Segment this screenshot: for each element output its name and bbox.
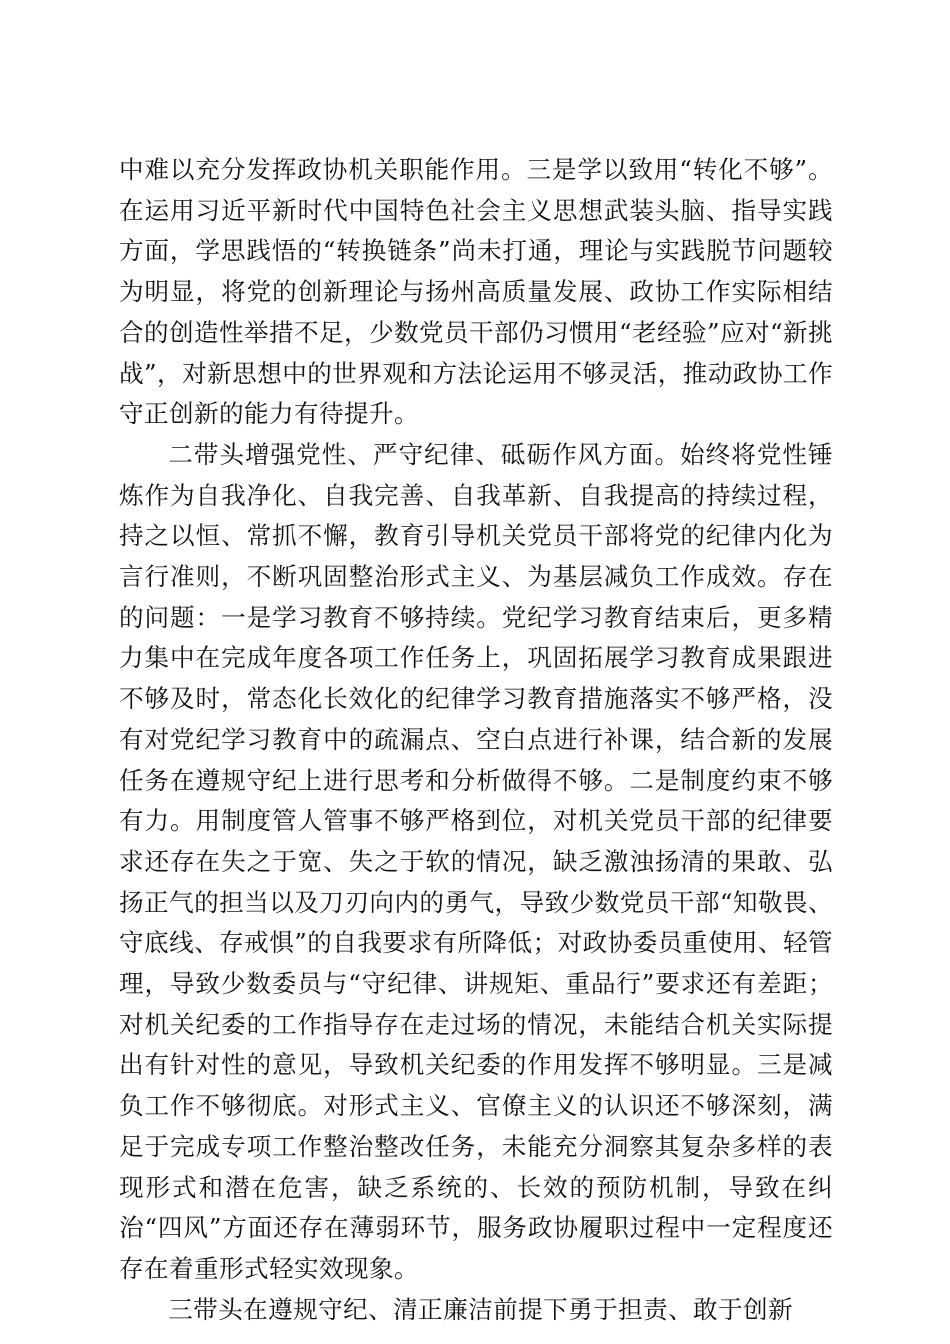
paragraph-section-two: 二带头增强党性、严守纪律、砥砺作风方面。始终将党性锤炼作为自我净化、自我完善、自我革新、自我提高的持续过程，持之以恒、常抓不懈，教育引导机关党员干部将党的纪律内化为言行准则，不断巩固整治形式主义、为基层减负工作成效。存在的问题：一是学习教育不够持续。党纪学习教育结束后，更多精力集中在完成年度各项工作任务上，巩固拓展学习教育成果跟进不够及时，常态化长效化的纪律学习教育措施落实不够严格，没有对党纪学习教育中的疏漏点、空白点进行补课，结合新的发展任务在遵规守纪上进行思考和分析做得不够。二是制度约束不够有力。用制度管人管事不够严格到位，对机关党员干部的纪律要求还存在失之于宽、失之于软的情况，缺乏激浊扬清的果敢、弘扬正气的担当以及刀刃向内的勇气，导致少数党员干部“知敬畏、守底线、存戒惧”的自我要求有所降低；对政协委员重使用、轻管理，导致少数委员与“守纪律、讲规矩、重品行”要求还有差距；对机关纪委的工作指导存在走过场的情况，未能结合机关实际提出有针对性的意见，导致机关纪委的作用发挥不够明显。三是减负工作不够彻底。对形式主义、官僚主义的认识还不够深刻，满足于完成专项工作整治整改任务，未能充分洞察其复杂多样的表现形式和潜在危害，缺乏系统的、长效的预防机制，导致在纠治“四风”方面还存在薄弱环节，服务政协履职过程中一定程度还存在着重形式轻实效现象。 bbox=[119, 439, 833, 1283]
document-body bbox=[119, 150, 833, 1330]
paragraph-continuation: 中难以充分发挥政协机关职能作用。三是学以致用“转化不够”。在运用习近平新时代中国特色社会主义思想武装头脑、指导实践方面，学思践悟的“转换链条”尚未打通，理论与实践脱节问题较为明显，将党的创新理论与扬州高质量发展、政协工作实际相结合的创造性举措不足，少数党员干部仍习惯用“老经验”应对“新挑战”，对新思想中的世界观和方法论运用不够灵活，推动政协工作守正创新的能力有待提升。 bbox=[119, 155, 833, 429]
paragraph-section-three: 三带头在遵规守纪、清正廉洁前提下勇于担责、敢于创新 bbox=[168, 1294, 794, 1324]
